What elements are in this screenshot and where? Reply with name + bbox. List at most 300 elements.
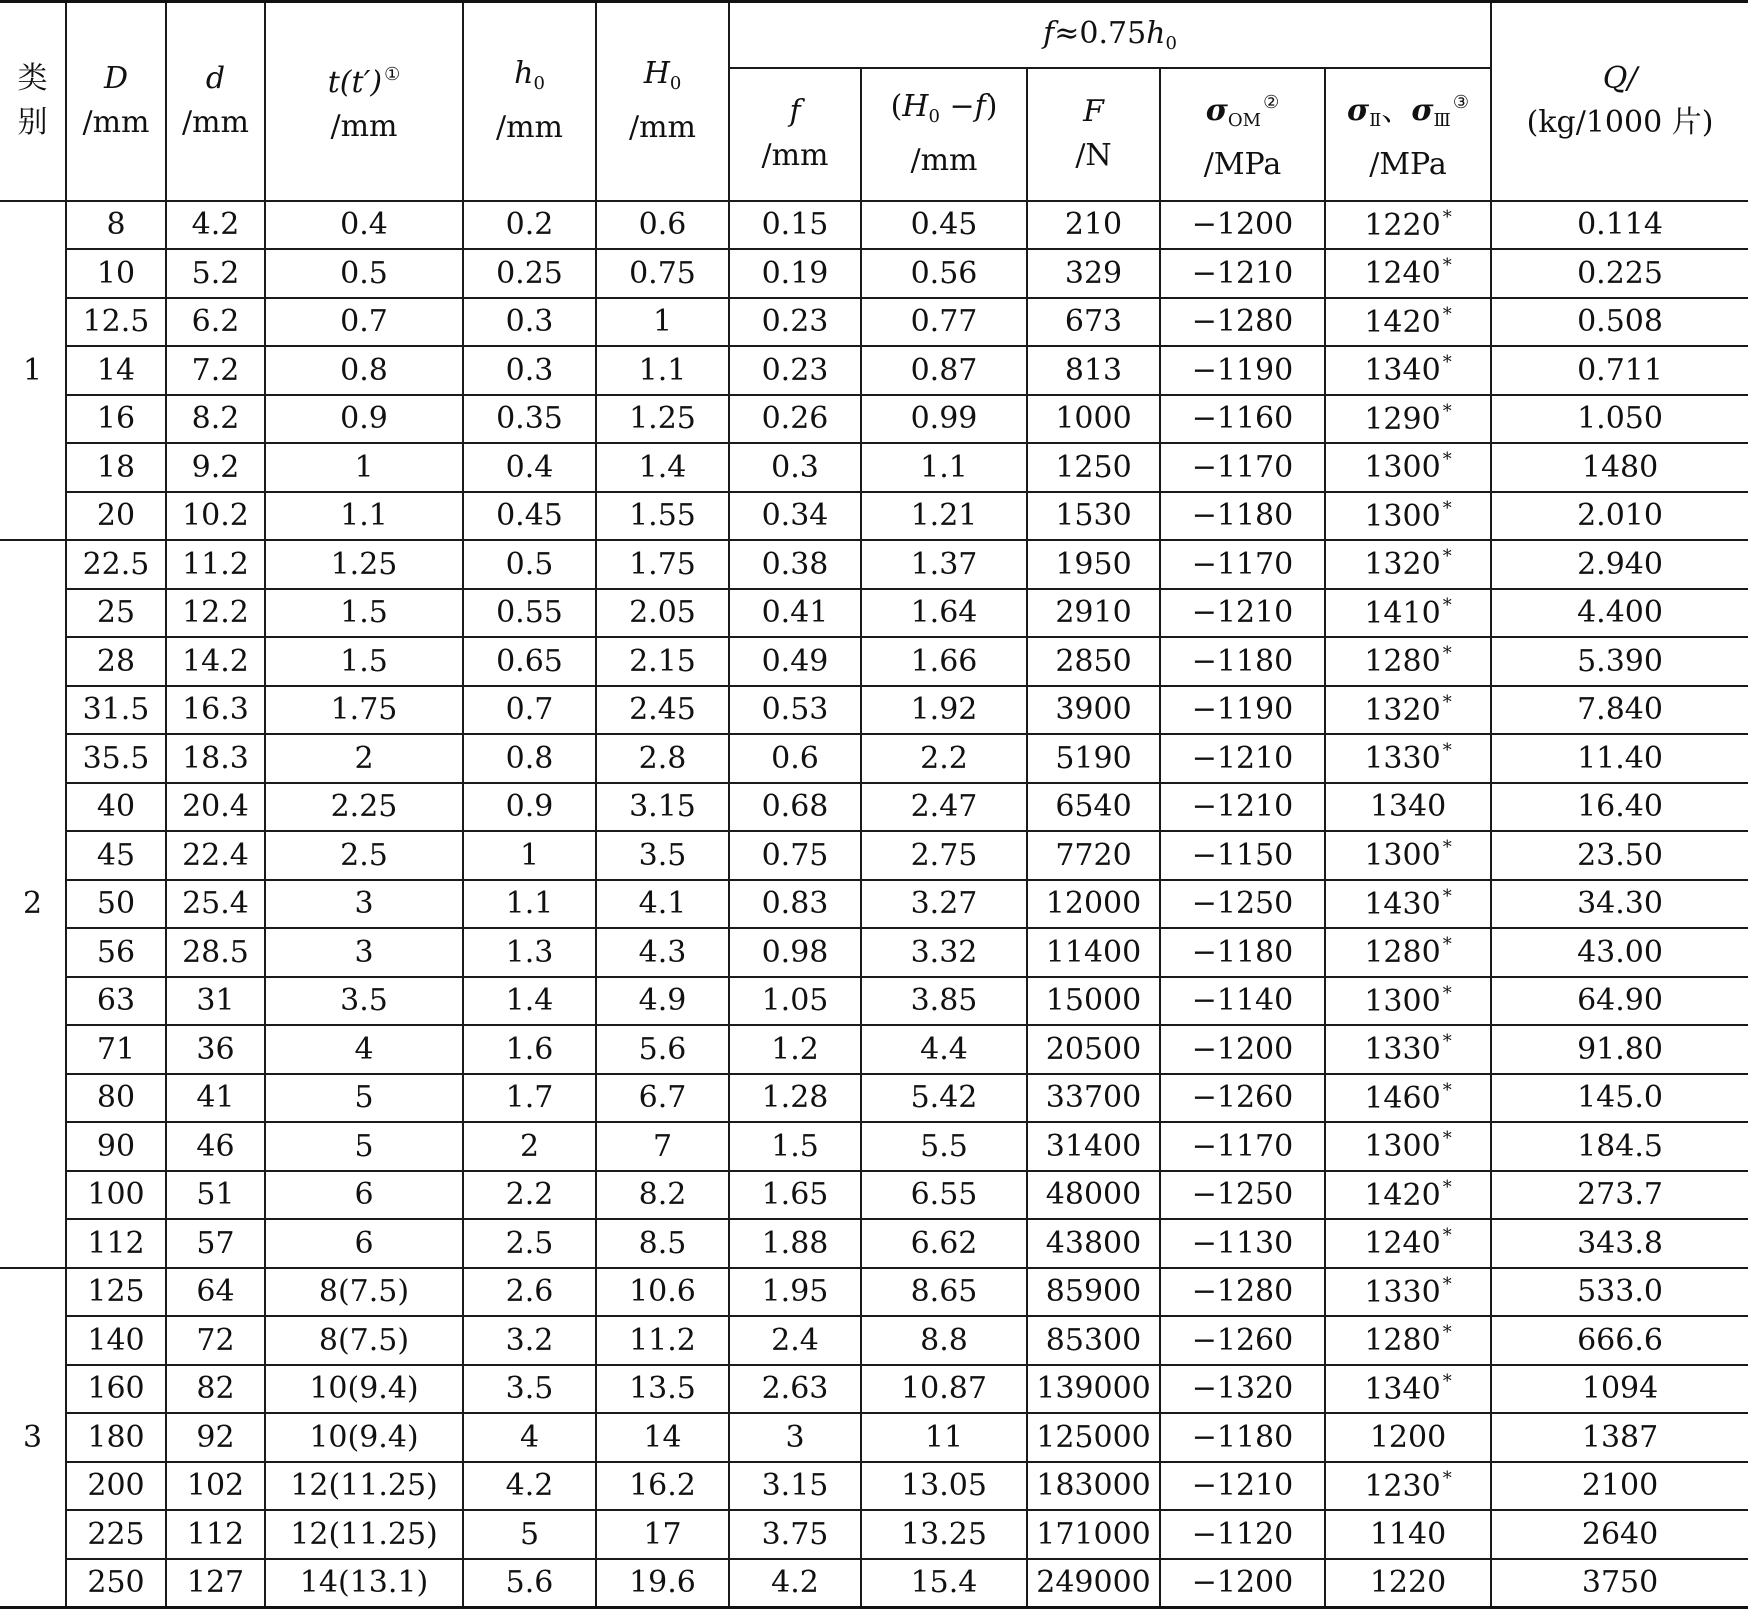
- cell-F: 813: [1027, 346, 1160, 395]
- header-h0: [463, 2, 596, 201]
- cell-D: 63: [66, 977, 166, 1026]
- cell-sigma-23-star: *: [1442, 497, 1452, 519]
- cell-H0: 2.15: [596, 637, 729, 686]
- header-t-symbol: t(t′): [327, 65, 383, 101]
- cell-H0: 11.2: [596, 1316, 729, 1365]
- cell-Q: 343.8: [1491, 1219, 1748, 1268]
- cell-f: 1.88: [729, 1219, 861, 1268]
- cell-Q: 145.0: [1491, 1074, 1748, 1123]
- header-sigma-sep: 、: [1381, 93, 1412, 128]
- cell-sigma-23: [1325, 1413, 1491, 1462]
- cell-som: −1260: [1160, 1316, 1325, 1365]
- cell-h0: 0.25: [463, 249, 596, 298]
- table-row: [0, 686, 1748, 735]
- cell-f: 0.34: [729, 492, 861, 541]
- cell-h0: 0.2: [463, 201, 596, 250]
- cell-Hf: 0.56: [861, 249, 1027, 298]
- cell-H0: 4.1: [596, 880, 729, 929]
- cell-F: 85900: [1027, 1268, 1160, 1317]
- cell-d: 57: [166, 1219, 265, 1268]
- cell-t: 12(11.25): [265, 1462, 463, 1511]
- cell-H0: 1.25: [596, 395, 729, 444]
- cell-sigma-23: [1325, 443, 1491, 492]
- cell-Hf: 11: [861, 1413, 1027, 1462]
- cell-F: 15000: [1027, 977, 1160, 1026]
- cell-f: 3.15: [729, 1462, 861, 1511]
- cell-t: 2: [265, 734, 463, 783]
- cell-sigma-23-value: 1240: [1364, 1226, 1441, 1262]
- cell-F: 31400: [1027, 1122, 1160, 1171]
- cell-Q: 3750: [1491, 1559, 1748, 1608]
- header-d-symbol: d: [205, 61, 226, 97]
- cell-Q: 4.400: [1491, 589, 1748, 638]
- cell-t: 12(11.25): [265, 1510, 463, 1559]
- cell-t: 14(13.1): [265, 1559, 463, 1608]
- header-H0-unit: /mm: [628, 110, 696, 146]
- cell-sigma-23-star: *: [1442, 1128, 1452, 1150]
- cell-sigma-23-star: *: [1442, 934, 1452, 956]
- header-group-approx: ≈0.75: [1054, 15, 1147, 51]
- cell-h0: 1.4: [463, 977, 596, 1026]
- table-row: [0, 1219, 1748, 1268]
- cell-sigma-23-star: *: [1442, 546, 1452, 568]
- cell-d: 41: [166, 1074, 265, 1123]
- cell-sigma-23-value: 1420: [1364, 304, 1441, 340]
- header-group-f: [729, 2, 1491, 68]
- header-f-unit: /mm: [761, 138, 829, 173]
- cell-t: 10(9.4): [265, 1413, 463, 1462]
- cell-sigma-23: [1325, 540, 1491, 589]
- table-row: [0, 1365, 1748, 1414]
- cell-F: 249000: [1027, 1559, 1160, 1608]
- cell-som: −1180: [1160, 928, 1325, 977]
- cell-Q: 0.114: [1491, 201, 1748, 250]
- cell-sigma-23-star: *: [1442, 1322, 1452, 1344]
- table-row: [0, 783, 1748, 832]
- cell-Q: 0.711: [1491, 346, 1748, 395]
- cell-Hf: 13.05: [861, 1462, 1027, 1511]
- cell-F: 5190: [1027, 734, 1160, 783]
- cell-F: 43800: [1027, 1219, 1160, 1268]
- cell-Hf: 2.75: [861, 831, 1027, 880]
- cell-H0: 3.5: [596, 831, 729, 880]
- cell-F: 6540: [1027, 783, 1160, 832]
- cell-D: 71: [66, 1025, 166, 1074]
- cell-f: 1.65: [729, 1171, 861, 1220]
- header-sigma-2-sub: Ⅱ: [1369, 110, 1382, 131]
- cell-sigma-23: [1325, 1268, 1491, 1317]
- cell-sigma-23: [1325, 1510, 1491, 1559]
- cell-sigma-23-value: 1280: [1364, 644, 1441, 680]
- cell-H0: 1.55: [596, 492, 729, 541]
- header-sigma-om-sub: OM: [1227, 110, 1262, 131]
- table-row: [0, 201, 1748, 250]
- cell-Q: 273.7: [1491, 1171, 1748, 1220]
- cell-som: −1260: [1160, 1074, 1325, 1123]
- cell-f: 1.05: [729, 977, 861, 1026]
- cell-d: 22.4: [166, 831, 265, 880]
- header-Hf-sub: 0: [928, 106, 940, 127]
- cell-Q: 91.80: [1491, 1025, 1748, 1074]
- cell-h0: 3.5: [463, 1365, 596, 1414]
- cell-h0: 0.35: [463, 395, 596, 444]
- header-group-sub: 0: [1165, 32, 1177, 54]
- cell-Q: 1094: [1491, 1365, 1748, 1414]
- cell-t: 0.8: [265, 346, 463, 395]
- cell-Q: 16.40: [1491, 783, 1748, 832]
- cell-som: −1150: [1160, 831, 1325, 880]
- cell-D: 100: [66, 1171, 166, 1220]
- header-F-symbol: F: [1083, 94, 1104, 129]
- cell-D: 40: [66, 783, 166, 832]
- cell-F: 33700: [1027, 1074, 1160, 1123]
- header-Hf-minus: −: [939, 89, 975, 124]
- cell-d: 82: [166, 1365, 265, 1414]
- table-row: [0, 395, 1748, 444]
- header-sigma-23-unit: /MPa: [1369, 147, 1447, 182]
- header-category-char: 别: [17, 105, 48, 141]
- cell-t: 6: [265, 1171, 463, 1220]
- cell-sigma-23-star: *: [1442, 206, 1452, 228]
- header-Hf-close: ): [985, 89, 998, 124]
- table-row: [0, 346, 1748, 395]
- cell-H0: 1.75: [596, 540, 729, 589]
- cell-som: −1140: [1160, 977, 1325, 1026]
- cell-som: −1210: [1160, 783, 1325, 832]
- cell-h0: 4.2: [463, 1462, 596, 1511]
- cell-h0: 0.7: [463, 686, 596, 735]
- cell-F: 210: [1027, 201, 1160, 250]
- cell-sigma-23: [1325, 928, 1491, 977]
- cell-sigma-23-value: 1200: [1369, 1419, 1447, 1455]
- table-row: [0, 1462, 1748, 1511]
- cell-f: 1.5: [729, 1122, 861, 1171]
- cell-d: 25.4: [166, 880, 265, 929]
- cell-sigma-23: [1325, 1122, 1491, 1171]
- cell-f: 1.28: [729, 1074, 861, 1123]
- table-row: [0, 928, 1748, 977]
- cell-sigma-23: [1325, 977, 1491, 1026]
- cell-H0: 16.2: [596, 1462, 729, 1511]
- cell-t: 1: [265, 443, 463, 492]
- cell-sigma-23-star: *: [1442, 691, 1452, 713]
- cell-d: 31: [166, 977, 265, 1026]
- cell-h0: 0.5: [463, 540, 596, 589]
- cell-sigma-23: [1325, 1171, 1491, 1220]
- header-t: [265, 2, 463, 201]
- cell-t: 5: [265, 1074, 463, 1123]
- cell-sigma-23-star: *: [1442, 1176, 1452, 1198]
- cell-F: 11400: [1027, 928, 1160, 977]
- cell-sigma-23-value: 1220: [1369, 1565, 1447, 1600]
- cell-Hf: 13.25: [861, 1510, 1027, 1559]
- header-sigma-3-sub: Ⅲ: [1433, 110, 1451, 131]
- cell-D: 225: [66, 1510, 166, 1559]
- cell-D: 18: [66, 443, 166, 492]
- table-row: [0, 880, 1748, 929]
- cell-sigma-23-value: 1220: [1364, 207, 1441, 243]
- table-row: [0, 1122, 1748, 1171]
- cell-sigma-23-value: 1340: [1364, 353, 1441, 389]
- cell-h0: 0.3: [463, 346, 596, 395]
- cell-f: 2.63: [729, 1365, 861, 1414]
- cell-som: −1120: [1160, 1510, 1325, 1559]
- cell-F: 7720: [1027, 831, 1160, 880]
- table-row: [0, 977, 1748, 1026]
- cell-sigma-23: [1325, 1559, 1491, 1608]
- cell-D: 90: [66, 1122, 166, 1171]
- cell-som: −1200: [1160, 1559, 1325, 1608]
- cell-d: 112: [166, 1510, 265, 1559]
- cell-sigma-23-value: 1300: [1364, 983, 1441, 1019]
- cell-t: 1.1: [265, 492, 463, 541]
- cell-sigma-23-star: *: [1442, 1225, 1452, 1247]
- cell-sigma-23-star: *: [1442, 400, 1452, 422]
- cell-D: 45: [66, 831, 166, 880]
- cell-som: −1180: [1160, 492, 1325, 541]
- cell-Q: 5.390: [1491, 637, 1748, 686]
- cell-sigma-23-value: 1300: [1364, 838, 1441, 874]
- header-t-unit: /mm: [330, 109, 398, 145]
- cell-sigma-23-value: 1140: [1369, 1516, 1447, 1552]
- category-cell: 1: [0, 201, 66, 541]
- table-row: [0, 492, 1748, 541]
- table-row: [0, 1074, 1748, 1123]
- cell-H0: 2.8: [596, 734, 729, 783]
- cell-sigma-23-star: *: [1442, 837, 1452, 859]
- cell-Q: 23.50: [1491, 831, 1748, 880]
- header-F-unit: /N: [1075, 138, 1112, 173]
- cell-D: 35.5: [66, 734, 166, 783]
- cell-h0: 0.9: [463, 783, 596, 832]
- header-sigma-23: [1325, 68, 1491, 201]
- cell-D: 16: [66, 395, 166, 444]
- cell-H0: 4.3: [596, 928, 729, 977]
- cell-t: 0.7: [265, 298, 463, 347]
- cell-t: 1.25: [265, 540, 463, 589]
- cell-Q: 1480: [1491, 443, 1748, 492]
- cell-t: 4: [265, 1025, 463, 1074]
- cell-t: 1.5: [265, 589, 463, 638]
- cell-f: 3: [729, 1413, 861, 1462]
- cell-h0: 3.2: [463, 1316, 596, 1365]
- cell-sigma-23-value: 1300: [1364, 498, 1441, 534]
- cell-t: 1.5: [265, 637, 463, 686]
- cell-H0: 2.05: [596, 589, 729, 638]
- cell-d: 64: [166, 1268, 265, 1317]
- cell-sigma-23-value: 1320: [1364, 692, 1441, 728]
- cell-D: 14: [66, 346, 166, 395]
- cell-h0: 5.6: [463, 1559, 596, 1608]
- cell-F: 183000: [1027, 1462, 1160, 1511]
- header-Q: [1491, 2, 1748, 201]
- cell-D: 20: [66, 492, 166, 541]
- cell-sigma-23-star: *: [1442, 1079, 1452, 1101]
- cell-D: 160: [66, 1365, 166, 1414]
- cell-sigma-23-value: 1410: [1364, 595, 1441, 631]
- cell-d: 9.2: [166, 443, 265, 492]
- cell-sigma-23-value: 1340: [1369, 789, 1447, 825]
- cell-sigma-23-value: 1300: [1364, 450, 1441, 486]
- header-sigma-23-note: ③: [1452, 92, 1470, 113]
- cell-Q: 0.508: [1491, 298, 1748, 347]
- cell-F: 20500: [1027, 1025, 1160, 1074]
- header-Q-unit: (kg/1000 片): [1526, 105, 1714, 141]
- cell-sigma-23: [1325, 201, 1491, 250]
- cell-F: 2910: [1027, 589, 1160, 638]
- cell-Hf: 1.64: [861, 589, 1027, 638]
- cell-sigma-23: [1325, 589, 1491, 638]
- cell-sigma-23: [1325, 298, 1491, 347]
- header-group-h: h: [1146, 15, 1166, 51]
- cell-sigma-23: [1325, 783, 1491, 832]
- cell-F: 673: [1027, 298, 1160, 347]
- cell-som: −1200: [1160, 201, 1325, 250]
- header-category: [0, 2, 66, 201]
- cell-F: 329: [1027, 249, 1160, 298]
- cell-d: 6.2: [166, 298, 265, 347]
- cell-d: 36: [166, 1025, 265, 1074]
- cell-som: −1190: [1160, 346, 1325, 395]
- cell-h0: 2.5: [463, 1219, 596, 1268]
- header-f-symbol: f: [789, 94, 801, 129]
- cell-h0: 1.6: [463, 1025, 596, 1074]
- cell-D: 25: [66, 589, 166, 638]
- cell-sigma-23-star: *: [1442, 303, 1452, 325]
- cell-som: −1180: [1160, 1413, 1325, 1462]
- cell-sigma-23: [1325, 1462, 1491, 1511]
- cell-t: 8(7.5): [265, 1316, 463, 1365]
- cell-d: 8.2: [166, 395, 265, 444]
- cell-t: 2.25: [265, 783, 463, 832]
- cell-d: 12.2: [166, 589, 265, 638]
- cell-som: −1180: [1160, 637, 1325, 686]
- table-row: [0, 1025, 1748, 1074]
- cell-Hf: 3.32: [861, 928, 1027, 977]
- table-row: [0, 298, 1748, 347]
- header-Q-symbol: Q/: [1602, 61, 1638, 97]
- cell-som: −1210: [1160, 1462, 1325, 1511]
- cell-sigma-23: [1325, 880, 1491, 929]
- cell-d: 46: [166, 1122, 265, 1171]
- header-sigma-om-symbol: σ: [1205, 93, 1228, 128]
- cell-sigma-23-value: 1290: [1364, 401, 1441, 437]
- cell-h0: 2: [463, 1122, 596, 1171]
- cell-t: 5: [265, 1122, 463, 1171]
- cell-Hf: 15.4: [861, 1559, 1027, 1608]
- header-d: [166, 2, 265, 201]
- cell-h0: 1.3: [463, 928, 596, 977]
- cell-h0: 2.6: [463, 1268, 596, 1317]
- header-sigma-om-unit: /MPa: [1203, 147, 1282, 182]
- cell-d: 14.2: [166, 637, 265, 686]
- cell-f: 0.83: [729, 880, 861, 929]
- cell-Hf: 6.62: [861, 1219, 1027, 1268]
- cell-H0: 19.6: [596, 1559, 729, 1608]
- cell-D: 28: [66, 637, 166, 686]
- cell-sigma-23: [1325, 1219, 1491, 1268]
- cell-H0: 4.9: [596, 977, 729, 1026]
- header-H0: [596, 2, 729, 201]
- cell-f: 0.75: [729, 831, 861, 880]
- cell-F: 171000: [1027, 1510, 1160, 1559]
- cell-Q: 64.90: [1491, 977, 1748, 1026]
- cell-Q: 34.30: [1491, 880, 1748, 929]
- cell-som: −1250: [1160, 880, 1325, 929]
- cell-sigma-23-value: 1230: [1364, 1468, 1441, 1504]
- cell-som: −1280: [1160, 1268, 1325, 1317]
- header-d-unit: /mm: [181, 105, 249, 141]
- cell-H0: 17: [596, 1510, 729, 1559]
- cell-som: −1210: [1160, 249, 1325, 298]
- cell-D: 180: [66, 1413, 166, 1462]
- cell-D: 200: [66, 1462, 166, 1511]
- cell-D: 12.5: [66, 298, 166, 347]
- cell-sigma-23-value: 1240: [1364, 256, 1441, 292]
- cell-d: 10.2: [166, 492, 265, 541]
- header-Hf-f: f: [974, 89, 986, 124]
- cell-Hf: 5.5: [861, 1122, 1027, 1171]
- cell-som: −1210: [1160, 589, 1325, 638]
- cell-som: −1170: [1160, 1122, 1325, 1171]
- cell-sigma-23-value: 1340: [1364, 1371, 1441, 1407]
- cell-H0: 2.45: [596, 686, 729, 735]
- table-row: [0, 1171, 1748, 1220]
- cell-t: 6: [265, 1219, 463, 1268]
- cell-H0: 1.1: [596, 346, 729, 395]
- cell-H0: 6.7: [596, 1074, 729, 1123]
- cell-Hf: 1.37: [861, 540, 1027, 589]
- cell-f: 0.3: [729, 443, 861, 492]
- cell-t: 0.9: [265, 395, 463, 444]
- cell-sigma-23: [1325, 686, 1491, 735]
- cell-D: 50: [66, 880, 166, 929]
- cell-d: 127: [166, 1559, 265, 1608]
- cell-Hf: 6.55: [861, 1171, 1027, 1220]
- cell-Hf: 3.27: [861, 880, 1027, 929]
- cell-Hf: 4.4: [861, 1025, 1027, 1074]
- cell-f: 1.2: [729, 1025, 861, 1074]
- cell-Hf: 8.65: [861, 1268, 1027, 1317]
- cell-h0: 0.3: [463, 298, 596, 347]
- cell-Q: 1.050: [1491, 395, 1748, 444]
- cell-h0: 1: [463, 831, 596, 880]
- table-row: [0, 1510, 1748, 1559]
- cell-Hf: 1.1: [861, 443, 1027, 492]
- cell-sigma-23-value: 1330: [1364, 1274, 1441, 1310]
- header-sigma-3-symbol: σ: [1411, 93, 1434, 128]
- cell-D: 80: [66, 1074, 166, 1123]
- cell-sigma-23: [1325, 1365, 1491, 1414]
- cell-Hf: 5.42: [861, 1074, 1027, 1123]
- cell-t: 3: [265, 880, 463, 929]
- cell-H0: 1.4: [596, 443, 729, 492]
- cell-Q: 2.940: [1491, 540, 1748, 589]
- cell-H0: 3.15: [596, 783, 729, 832]
- header-category-label: [0, 57, 65, 145]
- cell-D: 56: [66, 928, 166, 977]
- cell-f: 0.15: [729, 201, 861, 250]
- cell-sigma-23: [1325, 249, 1491, 298]
- cell-F: 2850: [1027, 637, 1160, 686]
- cell-h0: 0.45: [463, 492, 596, 541]
- cell-Hf: 8.8: [861, 1316, 1027, 1365]
- cell-sigma-23-star: *: [1442, 1031, 1452, 1053]
- cell-sigma-23-value: 1320: [1364, 547, 1441, 583]
- cell-som: −1190: [1160, 686, 1325, 735]
- cell-sigma-23: [1325, 637, 1491, 686]
- cell-H0: 0.75: [596, 249, 729, 298]
